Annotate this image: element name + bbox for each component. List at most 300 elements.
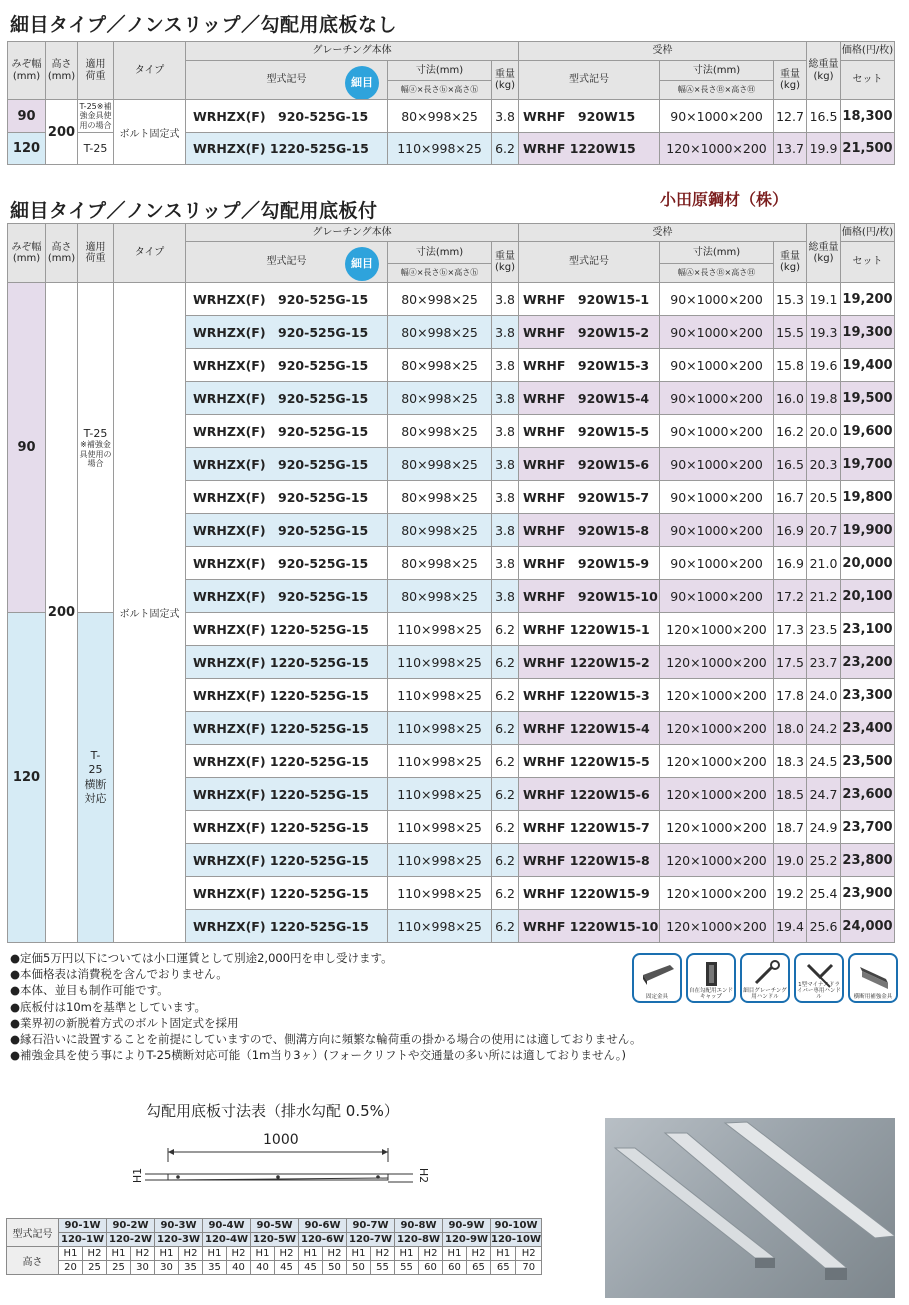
price-cell: 23,100 bbox=[841, 613, 895, 646]
frame-dims-cell: 90×1000×200 bbox=[660, 283, 774, 316]
frame-dims-cell: 120×1000×200 bbox=[660, 712, 774, 745]
width-cell: 120 bbox=[8, 133, 46, 165]
frame-dims-cell: 90×1000×200 bbox=[660, 547, 774, 580]
bracket-icon bbox=[632, 953, 682, 1003]
price-cell: 19,600 bbox=[841, 415, 895, 448]
hdr-model bbox=[186, 242, 388, 283]
total-cell: 25.2 bbox=[807, 844, 841, 877]
frame-weight-cell: 15.3 bbox=[774, 283, 807, 316]
price-cell: 23,600 bbox=[841, 778, 895, 811]
weight-cell: 3.8 bbox=[492, 382, 519, 415]
frame-dims-cell: 90×1000×200 bbox=[660, 100, 774, 133]
frame-model-cell: WRHF 920W15-4 bbox=[519, 382, 660, 415]
hdr-price: 価格(円/枚) bbox=[841, 42, 895, 61]
frame-model-cell: WRHF 1220W15-8 bbox=[519, 844, 660, 877]
model-90: 90-5W bbox=[251, 1219, 299, 1233]
model-cell: WRHZX(F) 1220-525G-15 bbox=[186, 712, 388, 745]
height-table bbox=[6, 1218, 542, 1275]
length-label: 1000 bbox=[263, 1132, 299, 1148]
hdr-dims: 寸法(mm) bbox=[388, 242, 492, 264]
total-cell: 24.5 bbox=[807, 745, 841, 778]
hdr-height: 高さ (mm) bbox=[46, 42, 78, 100]
h2-value: 40 bbox=[227, 1261, 251, 1275]
model-90: 90-1W bbox=[59, 1219, 107, 1233]
hdr-dims-sub: 幅ⓐ×長さⓑ×高さⓗ bbox=[388, 264, 492, 283]
dims-cell: 110×998×25 bbox=[388, 910, 492, 943]
model-120: 120-1W bbox=[59, 1233, 107, 1247]
price-cell: 19,300 bbox=[841, 316, 895, 349]
frame-weight-cell: 19.2 bbox=[774, 877, 807, 910]
model-120: 120-2W bbox=[107, 1233, 155, 1247]
h1-header: H1 bbox=[491, 1247, 516, 1261]
hosome-badge: 細目 bbox=[345, 66, 379, 100]
note: ●縁石沿いに設置することを前提にしていますので、側溝方向に頻繁な輪荷重の掛かる場合の使用には適しておりません。 bbox=[10, 1032, 642, 1047]
hosome-badge: 細目 bbox=[345, 247, 379, 281]
dims-cell: 80×998×25 bbox=[388, 100, 492, 133]
frame-dims-cell: 90×1000×200 bbox=[660, 316, 774, 349]
price-cell: 21,500 bbox=[841, 133, 895, 165]
note: ●本価格表は消費税を含んでおりません。 bbox=[10, 967, 228, 982]
price-cell: 23,200 bbox=[841, 646, 895, 679]
hdr-frame-dims: 寸法(mm) bbox=[660, 242, 774, 264]
price-cell: 23,400 bbox=[841, 712, 895, 745]
dims-cell: 110×998×25 bbox=[388, 811, 492, 844]
model-120: 120-4W bbox=[203, 1233, 251, 1247]
weight-cell: 3.8 bbox=[492, 415, 519, 448]
h2-header: H2 bbox=[275, 1247, 299, 1261]
icon-label: 自在勾配用エンドキャップ bbox=[688, 988, 733, 1000]
weight-cell: 3.8 bbox=[492, 349, 519, 382]
h1-header: H1 bbox=[59, 1247, 83, 1261]
table-row bbox=[7, 1233, 542, 1247]
width-cell: 90 bbox=[8, 100, 46, 133]
price-cell: 19,800 bbox=[841, 481, 895, 514]
weight-cell: 3.8 bbox=[492, 547, 519, 580]
model-cell: WRHZX(F) 1220-525G-15 bbox=[186, 679, 388, 712]
frame-model-cell: WRHF 920W15-1 bbox=[519, 283, 660, 316]
note: ●定価5万円以下については小口運賃として別途2,000円を申し受けます。 bbox=[10, 951, 393, 965]
dims-cell: 110×998×25 bbox=[388, 646, 492, 679]
dims-cell: 80×998×25 bbox=[388, 580, 492, 613]
price-cell: 24,000 bbox=[841, 910, 895, 943]
reinforce-icon bbox=[848, 953, 898, 1003]
frame-dims-cell: 90×1000×200 bbox=[660, 415, 774, 448]
frame-model-cell: WRHF 1220W15-2 bbox=[519, 646, 660, 679]
weight-cell: 3.8 bbox=[492, 481, 519, 514]
frame-model-cell: WRHF 1220W15-1 bbox=[519, 613, 660, 646]
frame-weight-cell: 16.7 bbox=[774, 481, 807, 514]
model-cell: WRHZX(F) 1220-525G-15 bbox=[186, 646, 388, 679]
product-photo bbox=[605, 1118, 895, 1298]
price-table-no-bottom bbox=[7, 41, 895, 165]
h1-value: 20 bbox=[59, 1261, 83, 1275]
hdr-price: 価格(円/枚) bbox=[841, 224, 895, 242]
section1-title: 細目タイプ／ノンスリップ／勾配用底板なし bbox=[10, 14, 397, 36]
hdr-frame-dims: 寸法(mm) bbox=[660, 61, 774, 81]
price-cell: 19,900 bbox=[841, 514, 895, 547]
frame-model-cell: WRHF 1220W15-7 bbox=[519, 811, 660, 844]
frame-model-cell: WRHF 920W15-10 bbox=[519, 580, 660, 613]
model-cell: WRHZX(F) 1220-525G-15 bbox=[186, 133, 388, 165]
h2-header: H2 bbox=[179, 1247, 203, 1261]
dims-cell: 110×998×25 bbox=[388, 679, 492, 712]
weight-cell: 3.8 bbox=[492, 448, 519, 481]
price-cell: 23,300 bbox=[841, 679, 895, 712]
h2-value: 25 bbox=[83, 1261, 107, 1275]
weight-cell: 6.2 bbox=[492, 679, 519, 712]
frame-weight-cell: 13.7 bbox=[774, 133, 807, 165]
hdr-frame-model: 型式記号 bbox=[519, 242, 660, 283]
dims-cell: 80×998×25 bbox=[388, 481, 492, 514]
load-cell: T-25横断対応 bbox=[78, 613, 114, 943]
frame-weight-cell: 19.0 bbox=[774, 844, 807, 877]
h2-value: 55 bbox=[371, 1261, 395, 1275]
weight-cell: 3.8 bbox=[492, 514, 519, 547]
h1-value: 25 bbox=[107, 1261, 131, 1275]
dims-cell: 110×998×25 bbox=[388, 844, 492, 877]
maker-name: 小田原鋼材（株） bbox=[660, 190, 789, 209]
h2-header: H2 bbox=[323, 1247, 347, 1261]
h1-header: H1 bbox=[251, 1247, 275, 1261]
weight-cell: 6.2 bbox=[492, 745, 519, 778]
h1-header: H1 bbox=[107, 1247, 131, 1261]
price-cell: 19,200 bbox=[841, 283, 895, 316]
frame-model-cell: WRHF 920W15-2 bbox=[519, 316, 660, 349]
model-90: 90-7W bbox=[347, 1219, 395, 1233]
total-cell: 21.2 bbox=[807, 580, 841, 613]
h1-value: 35 bbox=[203, 1261, 227, 1275]
frame-weight-cell: 19.4 bbox=[774, 910, 807, 943]
frame-dims-cell: 90×1000×200 bbox=[660, 514, 774, 547]
model-120: 120-7W bbox=[347, 1233, 395, 1247]
h2-header: H2 bbox=[227, 1247, 251, 1261]
h1-header: H1 bbox=[299, 1247, 323, 1261]
frame-model-cell: WRHF 920W15-6 bbox=[519, 448, 660, 481]
load-note-cell: T-25※補強金具使用の場合 bbox=[78, 100, 114, 133]
h2-value: 60 bbox=[419, 1261, 443, 1275]
h1-header: H1 bbox=[347, 1247, 371, 1261]
model-90: 90-6W bbox=[299, 1219, 347, 1233]
total-cell: 24.9 bbox=[807, 811, 841, 844]
h1-value: 45 bbox=[299, 1261, 323, 1275]
total-cell: 16.5 bbox=[807, 100, 841, 133]
table-row bbox=[7, 1219, 542, 1233]
total-cell: 19.3 bbox=[807, 316, 841, 349]
hdr-height: 高さ (mm) bbox=[46, 224, 78, 283]
model-cell: WRHZX(F) 1220-525G-15 bbox=[186, 811, 388, 844]
table-row bbox=[8, 100, 895, 133]
frame-weight-cell: 17.3 bbox=[774, 613, 807, 646]
model-cell: WRHZX(F) 920-525G-15 bbox=[186, 580, 388, 613]
hdr-frame-weight: 重量 (kg) bbox=[774, 242, 807, 283]
total-cell: 20.5 bbox=[807, 481, 841, 514]
frame-dims-cell: 120×1000×200 bbox=[660, 679, 774, 712]
h1-header: H1 bbox=[155, 1247, 179, 1261]
model-cell: WRHZX(F) 920-525G-15 bbox=[186, 547, 388, 580]
hdr-type: タイプ bbox=[114, 224, 186, 283]
total-cell: 19.9 bbox=[807, 133, 841, 165]
hdr-frame-model: 型式記号 bbox=[519, 61, 660, 100]
dims-cell: 80×998×25 bbox=[388, 547, 492, 580]
weight-cell: 6.2 bbox=[492, 910, 519, 943]
frame-weight-cell: 15.5 bbox=[774, 316, 807, 349]
table-row bbox=[7, 1261, 542, 1275]
model-90: 90-8W bbox=[395, 1219, 443, 1233]
hdr-type: タイプ bbox=[114, 42, 186, 100]
price-cell: 23,700 bbox=[841, 811, 895, 844]
model-90: 90-3W bbox=[155, 1219, 203, 1233]
model-cell: WRHZX(F) 1220-525G-15 bbox=[186, 778, 388, 811]
frame-dims-cell: 120×1000×200 bbox=[660, 877, 774, 910]
frame-model-cell: WRHF 920W15-3 bbox=[519, 349, 660, 382]
h2-value: 30 bbox=[131, 1261, 155, 1275]
price-cell: 20,100 bbox=[841, 580, 895, 613]
dims-cell: 80×998×25 bbox=[388, 415, 492, 448]
h1-value: 55 bbox=[395, 1261, 419, 1275]
model-120: 120-9W bbox=[443, 1233, 491, 1247]
frame-dims-cell: 90×1000×200 bbox=[660, 481, 774, 514]
h2-value: 65 bbox=[467, 1261, 491, 1275]
frame-model-cell: WRHF 1220W15-9 bbox=[519, 877, 660, 910]
note: ●業界初の新脱着方式のボルト固定式を採用 bbox=[10, 1015, 239, 1030]
weight-cell: 6.2 bbox=[492, 712, 519, 745]
frame-model-cell: WRHF 920W15-5 bbox=[519, 415, 660, 448]
frame-model-cell: WRHF 920W15-7 bbox=[519, 481, 660, 514]
frame-weight-cell: 15.8 bbox=[774, 349, 807, 382]
frame-weight-cell: 18.0 bbox=[774, 712, 807, 745]
hdr-frame: 受枠 bbox=[519, 224, 807, 242]
model-cell: WRHZX(F) 920-525G-15 bbox=[186, 415, 388, 448]
h1-value: 65 bbox=[491, 1261, 516, 1275]
weight-cell: 3.8 bbox=[492, 283, 519, 316]
model-cell: WRHZX(F) 920-525G-15 bbox=[186, 448, 388, 481]
frame-dims-cell: 120×1000×200 bbox=[660, 646, 774, 679]
h1-header: H1 bbox=[443, 1247, 467, 1261]
price-cell: 19,500 bbox=[841, 382, 895, 415]
hdr-frame: 受枠 bbox=[519, 42, 807, 61]
price-cell: 23,500 bbox=[841, 745, 895, 778]
model-90: 90-10W bbox=[491, 1219, 542, 1233]
height-label: 高さ bbox=[7, 1247, 59, 1275]
hdr-dims-sub: 幅ⓐ×長さⓑ×高さⓗ bbox=[388, 81, 492, 100]
frame-model-cell: WRHF 1220W15-5 bbox=[519, 745, 660, 778]
frame-model-cell: WRHF 920W15 bbox=[519, 100, 660, 133]
load-cell: T-25 bbox=[78, 133, 114, 165]
h2-value: 70 bbox=[516, 1261, 542, 1275]
hdr-set: セット bbox=[841, 242, 895, 283]
frame-dims-cell: 120×1000×200 bbox=[660, 844, 774, 877]
h2-header: H2 bbox=[516, 1247, 542, 1261]
total-cell: 20.3 bbox=[807, 448, 841, 481]
model-90: 90-9W bbox=[443, 1219, 491, 1233]
hdr-grating: グレーチング本体 bbox=[186, 224, 519, 242]
price-cell: 23,900 bbox=[841, 877, 895, 910]
weight-cell: 6.2 bbox=[492, 646, 519, 679]
model-cell: WRHZX(F) 920-525G-15 bbox=[186, 283, 388, 316]
total-cell: 25.4 bbox=[807, 877, 841, 910]
driver-icon bbox=[794, 953, 844, 1003]
model-120: 120-5W bbox=[251, 1233, 299, 1247]
frame-model-cell: WRHF 1220W15-4 bbox=[519, 712, 660, 745]
dims-cell: 80×998×25 bbox=[388, 316, 492, 349]
h1-value: 50 bbox=[347, 1261, 371, 1275]
hdr-width: みぞ幅 (mm) bbox=[8, 224, 46, 283]
hdr-frame-weight: 重量 (kg) bbox=[774, 61, 807, 100]
price-table-with-bottom bbox=[7, 223, 895, 943]
hdr-width: みぞ幅 (mm) bbox=[8, 42, 46, 100]
note: ●補強金具を使う事によりT-25横断対応可能（1m当り3ヶ）(フォークリフトや交通量の多い所には適しておりません。) bbox=[10, 1048, 626, 1063]
section2-title: 細目タイプ／ノンスリップ／勾配用底板付 bbox=[10, 200, 378, 222]
h1-value: 30 bbox=[155, 1261, 179, 1275]
frame-dims-cell: 120×1000×200 bbox=[660, 745, 774, 778]
price-cell: 19,700 bbox=[841, 448, 895, 481]
diagram-title: 勾配用底板寸法表（排水勾配 0.5%） bbox=[146, 1102, 399, 1120]
frame-model-cell: WRHF 1220W15-3 bbox=[519, 679, 660, 712]
frame-weight-cell: 12.7 bbox=[774, 100, 807, 133]
h2-header: H2 bbox=[419, 1247, 443, 1261]
dims-cell: 80×998×25 bbox=[388, 349, 492, 382]
icon-label: 固定金具 bbox=[645, 994, 668, 1000]
hdr-grating: グレーチング本体 bbox=[186, 42, 519, 61]
note: ●本体、並目も制作可能です。 bbox=[10, 983, 169, 998]
h2-header: H2 bbox=[371, 1247, 395, 1261]
model-120: 120-6W bbox=[299, 1233, 347, 1247]
weight-cell: 6.2 bbox=[492, 133, 519, 165]
h1-value: 40 bbox=[251, 1261, 275, 1275]
model-cell: WRHZX(F) 1220-525G-15 bbox=[186, 844, 388, 877]
weight-cell: 3.8 bbox=[492, 100, 519, 133]
model-120: 120-3W bbox=[155, 1233, 203, 1247]
dims-cell: 110×998×25 bbox=[388, 133, 492, 165]
table-row bbox=[7, 1247, 542, 1261]
frame-dims-cell: 120×1000×200 bbox=[660, 910, 774, 943]
frame-weight-cell: 17.8 bbox=[774, 679, 807, 712]
slope-diagram bbox=[125, 1130, 435, 1204]
frame-dims-cell: 120×1000×200 bbox=[660, 613, 774, 646]
weight-cell: 3.8 bbox=[492, 316, 519, 349]
icon-label: 細目グレーチング用ハンドル bbox=[743, 988, 787, 1000]
price-cell: 20,000 bbox=[841, 547, 895, 580]
h1-header: H1 bbox=[203, 1247, 227, 1261]
weight-cell: 6.2 bbox=[492, 613, 519, 646]
model-cell: WRHZX(F) 920-525G-15 bbox=[186, 100, 388, 133]
frame-dims-cell: 120×1000×200 bbox=[660, 778, 774, 811]
model-cell: WRHZX(F) 920-525G-15 bbox=[186, 481, 388, 514]
total-cell: 20.0 bbox=[807, 415, 841, 448]
model-90: 90-2W bbox=[107, 1219, 155, 1233]
dims-cell: 110×998×25 bbox=[388, 712, 492, 745]
h2-header: H2 bbox=[83, 1247, 107, 1261]
hdr-total: 総重量 (kg) bbox=[807, 42, 841, 100]
frame-weight-cell: 18.5 bbox=[774, 778, 807, 811]
model-cell: WRHZX(F) 920-525G-15 bbox=[186, 382, 388, 415]
end-cap-icon bbox=[686, 953, 736, 1003]
total-cell: 24.2 bbox=[807, 712, 841, 745]
total-cell: 23.5 bbox=[807, 613, 841, 646]
model-label: 型式記号 bbox=[7, 1219, 59, 1247]
total-cell: 21.0 bbox=[807, 547, 841, 580]
model-cell: WRHZX(F) 1220-525G-15 bbox=[186, 613, 388, 646]
weight-cell: 3.8 bbox=[492, 580, 519, 613]
hdr-model bbox=[186, 61, 388, 100]
height-cell: 200 bbox=[46, 100, 78, 165]
dims-cell: 110×998×25 bbox=[388, 877, 492, 910]
frame-dims-cell: 120×1000×200 bbox=[660, 811, 774, 844]
h2-header: H2 bbox=[131, 1247, 155, 1261]
weight-cell: 6.2 bbox=[492, 844, 519, 877]
width-cell: 90 bbox=[8, 283, 46, 613]
type-cell: ボルト固定式 bbox=[114, 283, 186, 943]
h1-label: H1 bbox=[131, 1167, 145, 1184]
hdr-weight: 重量 (kg) bbox=[492, 61, 519, 100]
hdr-dims: 寸法(mm) bbox=[388, 61, 492, 81]
model-cell: WRHZX(F) 1220-525G-15 bbox=[186, 910, 388, 943]
notes bbox=[10, 950, 642, 1063]
icon-label: 横断用補強金具 bbox=[853, 994, 893, 1000]
weight-cell: 6.2 bbox=[492, 778, 519, 811]
frame-weight-cell: 16.9 bbox=[774, 547, 807, 580]
h1-value: 60 bbox=[443, 1261, 467, 1275]
total-cell: 20.7 bbox=[807, 514, 841, 547]
load-note: ※補強金具使用の場合 bbox=[79, 440, 112, 468]
price-cell: 18,300 bbox=[841, 100, 895, 133]
frame-dims-cell: 90×1000×200 bbox=[660, 349, 774, 382]
frame-dims-cell: 90×1000×200 bbox=[660, 580, 774, 613]
hdr-frame-dims-sub: 幅Ⓐ×長さⒷ×高さⒽ bbox=[660, 264, 774, 283]
table-row bbox=[8, 283, 895, 316]
h1-header: H1 bbox=[395, 1247, 419, 1261]
total-cell: 19.8 bbox=[807, 382, 841, 415]
frame-weight-cell: 17.5 bbox=[774, 646, 807, 679]
frame-dims-cell: 90×1000×200 bbox=[660, 382, 774, 415]
price-cell: 23,800 bbox=[841, 844, 895, 877]
width-cell: 120 bbox=[8, 613, 46, 943]
hdr-set: セット bbox=[841, 61, 895, 100]
handle-icon bbox=[740, 953, 790, 1003]
dims-cell: 110×998×25 bbox=[388, 745, 492, 778]
weight-cell: 6.2 bbox=[492, 811, 519, 844]
weight-cell: 6.2 bbox=[492, 877, 519, 910]
height-cell: 200 bbox=[46, 283, 78, 943]
model-cell: WRHZX(F) 920-525G-15 bbox=[186, 316, 388, 349]
total-cell: 25.6 bbox=[807, 910, 841, 943]
total-cell: 24.0 bbox=[807, 679, 841, 712]
hdr-load: 適用 荷重 bbox=[78, 224, 114, 283]
dims-cell: 80×998×25 bbox=[388, 382, 492, 415]
frame-model-cell: WRHF 1220W15-6 bbox=[519, 778, 660, 811]
hdr-load: 適用 荷重 bbox=[78, 42, 114, 100]
h2-value: 50 bbox=[323, 1261, 347, 1275]
dims-cell: 80×998×25 bbox=[388, 448, 492, 481]
h2-value: 35 bbox=[179, 1261, 203, 1275]
hdr-total: 総重量 (kg) bbox=[807, 224, 841, 283]
frame-model-cell: WRHF 920W15-8 bbox=[519, 514, 660, 547]
icon-label: 1型マイナスドライバー専用ハンドル bbox=[797, 982, 841, 1000]
load-label: T-25 bbox=[83, 427, 108, 441]
model-120: 120-10W bbox=[491, 1234, 541, 1245]
h2-label: H2 bbox=[417, 1167, 431, 1184]
h2-header: H2 bbox=[467, 1247, 491, 1261]
type-cell: ボルト固定式 bbox=[114, 100, 186, 165]
frame-weight-cell: 16.9 bbox=[774, 514, 807, 547]
dims-cell: 80×998×25 bbox=[388, 514, 492, 547]
frame-model-cell: WRHF 1220W15-10 bbox=[519, 910, 660, 943]
frame-dims-cell: 120×1000×200 bbox=[660, 133, 774, 165]
frame-model-cell: WRHF 920W15-9 bbox=[519, 547, 660, 580]
hdr-frame-dims-sub: 幅Ⓐ×長さⒷ×高さⒽ bbox=[660, 81, 774, 100]
price-cell: 19,400 bbox=[841, 349, 895, 382]
frame-weight-cell: 16.2 bbox=[774, 415, 807, 448]
